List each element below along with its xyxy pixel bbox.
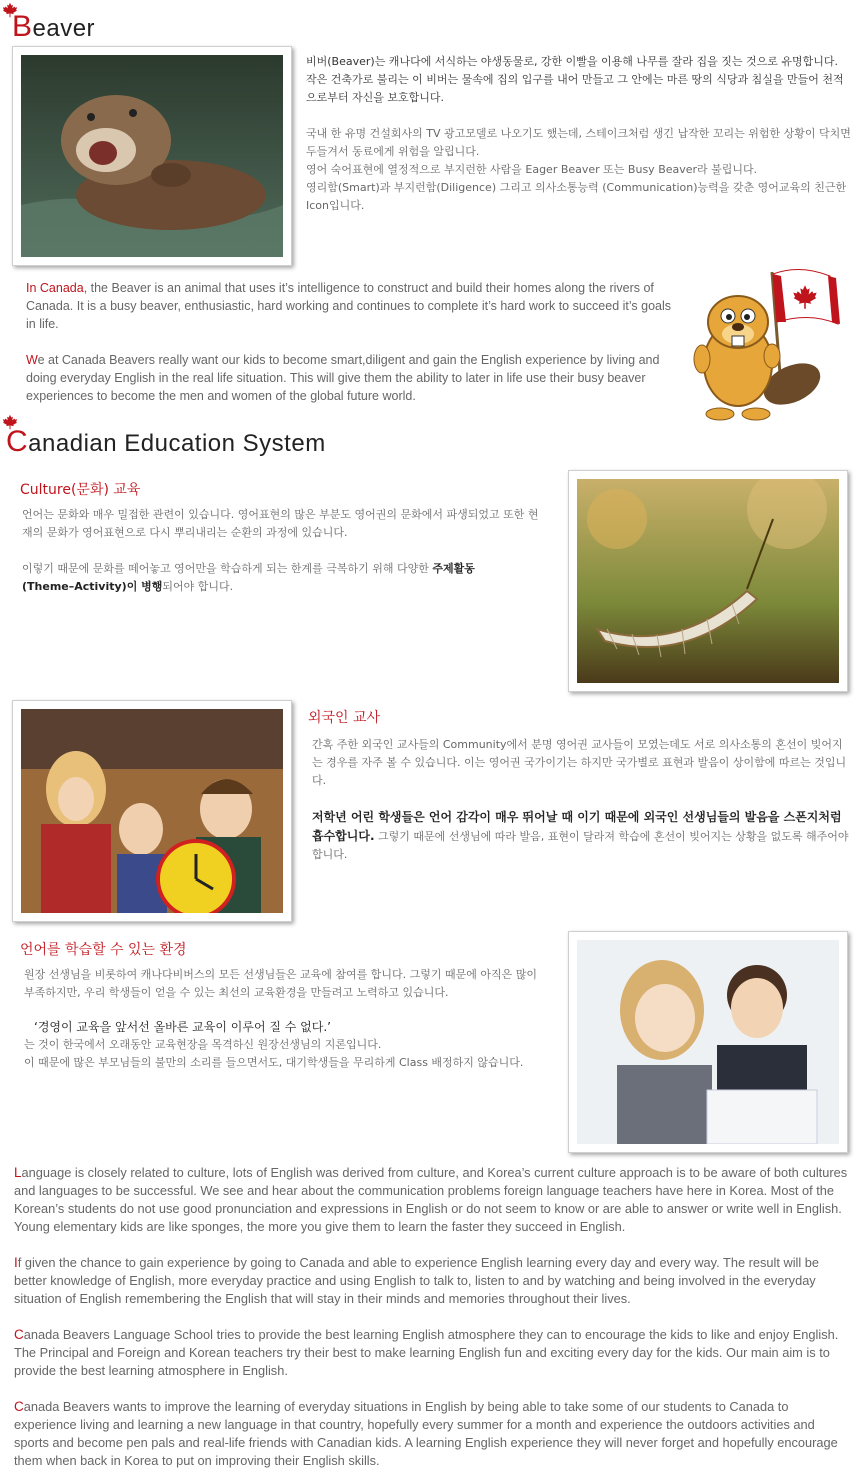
beaver-photo bbox=[12, 46, 292, 266]
students-photo-image bbox=[577, 940, 839, 1144]
culture-text bbox=[22, 506, 542, 596]
students-photo bbox=[568, 931, 848, 1153]
hammock-photo-image bbox=[577, 479, 839, 683]
beaver-en-text bbox=[26, 279, 676, 405]
beaver-en-p1: In Canada, the Beaver is an animal that uses it’s intelligence to construct and build their homes along the rivers of Canada. It is a busy beaver, enthusiastic, hard working and continues to complete it’s hard work to succeed it’s goals in life. bbox=[26, 281, 672, 331]
hammock-photo bbox=[568, 470, 848, 692]
teacher-text bbox=[312, 736, 852, 864]
closing-p4: Canada Beavers wants to improve the learning of everyday situations in English by being able to take some of our students to Canada to experience living and learning a new language in that country, hopefully every summer for a month and experience the outdoors activities and sports and become pen pals and real-life friends with Canadian kids. A learning English experience they will never forget and hopefully encourage them when back in Korea to put on improving their English skills. bbox=[14, 1399, 838, 1468]
education-section-title: Canadian Education System bbox=[6, 425, 326, 458]
classroom-photo bbox=[12, 700, 292, 922]
beaver-en-p2: We at Canada Beavers really want our kids to become smart,diligent and gain the English experience by living and doing everyday English in the real life situation. This will give them the ability to later in life use their busy beaver experiences to become the men and women of the global future world. bbox=[26, 353, 660, 403]
beaver-photo-image bbox=[21, 55, 283, 257]
beaver-section-title: Beaver bbox=[12, 10, 96, 43]
closing-p2: If given the chance to gain experience by going to Canada and able to experience English learning every day and every way. The result will be better knowledge of English, more everyday practice and using English to talk to, listen to and by watching and being involved in the everyday situation of English remembering the English that will stay in their minds and memories throughout their lives. bbox=[14, 1255, 820, 1306]
teacher-p1: 간혹 주한 외국인 교사들의 Community에서 분명 영어권 교사들이 모였는데도 서로 의사소통의 혼선이 빚어지는 경우를 자주 볼 수 있습니다. 이는 영어권 국가이기는 하지만 국가별로 표현과 발음이 상이함에 따르는 것입니다. bbox=[312, 738, 847, 787]
culture-p1: 언어는 문화와 매우 밀접한 관련이 있습니다. 영어표현의 많은 부분도 영어권의 문화에서 파생되었고 또한 현재의 문화가 영어표현으로 다시 뿌리내리는 순환의 과정에 있습니다. bbox=[22, 508, 539, 539]
beaver-mascot-flag-icon bbox=[680, 264, 850, 424]
culture-title: Culture(문화) 교육 bbox=[20, 482, 141, 498]
culture-p2: 이렇기 때문에 문화를 떼어놓고 영어만을 학습하게 되는 한계를 극복하기 위해 다양한 주제활동 (Theme–Activity)이 병행되어야 합니다. bbox=[22, 562, 475, 593]
beaver-ko-text bbox=[306, 53, 851, 215]
teacher-p2: 저학년 어린 학생들은 언어 감각이 매우 뛰어날 때 이기 때문에 외국인 선생님들의 발음을 스폰지처럼 흡수합니다. 그렇기 때문에 선생님에 따라 발음, 표현이 달라져 학습에 혼선이 빚어지는 상황을 없도록 해주어야 합니다. bbox=[312, 810, 849, 861]
environment-p2: 는 것이 한국에서 오래동안 교육현장을 목격하신 원장선생님의 지론입니다. 이 때문에 많은 부모님들의 불만의 소리를 들으면서도, 대기학생들을 무리하게 Class 배정하지 않습니다. bbox=[24, 1038, 524, 1069]
environment-quote: ‘경영이 교육을 앞서선 올바른 교육이 이루어 질 수 없다.’ bbox=[34, 1020, 331, 1034]
beaver-ko-p2: 국내 한 유명 건설회사의 TV 광고모델로 나오기도 했는데, 스테이크처럼 생긴 납작한 꼬리는 위험한 상황이 닥치면 두들겨서 동료에게 위험을 알립니다. 영어 숙어표현에 열정적으로 부지런한 사람을 Eager Beaver 또는 Busy Beaver라 불립니다. 영리함(Smart)과 부지런함(Diligence) 그리고 의사소통능력 (Communication)능력을 갖춘 영어교육의 친근한 Icon입니다. bbox=[306, 127, 851, 212]
beaver-ko-p1: 비버(Beaver)는 캐나다에 서식하는 야생동물로, 강한 이빨을 이용해 나무를 잘라 집을 짓는 것으로 유명합니다. 작은 건축가로 불리는 이 비버는 물속에 집의 입구를 내어 만들고 그 안에는 마른 땅의 식당과 침실을 만들어 천적으로부터 자신을 보호합니다. bbox=[306, 55, 844, 104]
environment-title: 언어를 학습할 수 있는 환경 bbox=[20, 942, 187, 958]
environment-text bbox=[24, 966, 550, 1072]
environment-p1: 원장 선생님을 비롯하여 캐나다비버스의 모든 선생님들은 교육에 참여를 합니다. 그렇기 때문에 아직은 많이 부족하지만, 우리 학생들이 얻을 수 있는 최선의 교육환경을 만들려고 노력하고 있습니다. bbox=[24, 968, 537, 999]
teacher-title: 외국인 교사 bbox=[308, 710, 381, 726]
closing-p1: Language is closely related to culture, lots of English was derived from culture, and Korea’s current culture approach is to be aware of both cultures and languages to be successful. We see and hear about the communication problems foreign language teachers have here in Korea. Most of the Korean’s students do not use good pronunciation and expressions in English or do not seem to know or are able to answer or write well in English. Young elementary kids are like sponges, the more you give them to learn the faster they succeed in English. bbox=[14, 1165, 848, 1234]
closing-text bbox=[14, 1164, 850, 1470]
classroom-photo-image bbox=[21, 709, 283, 913]
closing-p3: Canada Beavers Language School tries to provide the best learning English atmosphere they can to encourage the kids to like and enjoy English. The Principal and Foreign and Korean teachers try their best to make learning English fun and exciting every day for the kids. Our main aim is to provide the best learning atmosphere in English. bbox=[14, 1327, 839, 1378]
